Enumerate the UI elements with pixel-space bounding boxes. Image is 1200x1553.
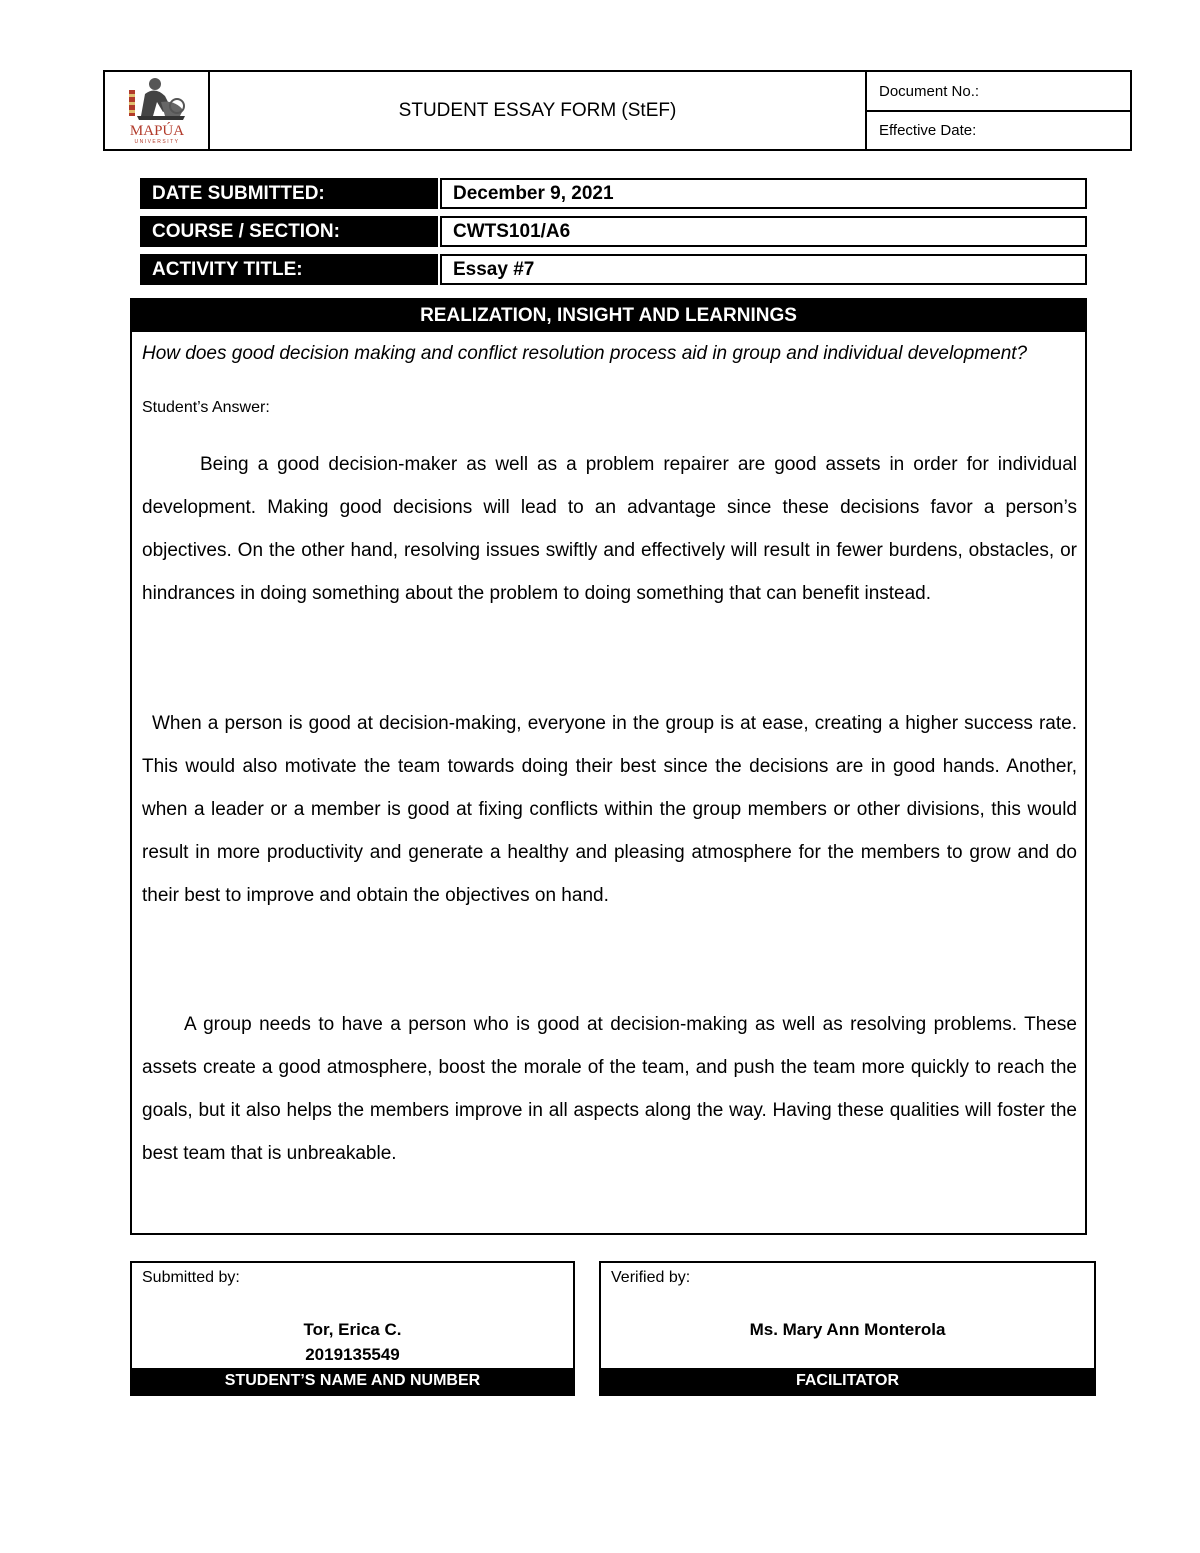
activity-title-label: ACTIVITY TITLE: (140, 254, 438, 285)
form-header (103, 70, 1132, 151)
answer-label: Student’s Answer: (142, 399, 270, 416)
student-number: 2019135549 (305, 1345, 400, 1364)
submitted-by-caption: Submitted by: (142, 1269, 240, 1286)
effective-date-label: Effective Date: (879, 122, 977, 139)
verified-by-box (599, 1261, 1096, 1396)
essay-question: How does good decision making and conflict resolution process aid in group and individual development? (142, 343, 1028, 364)
activity-title-value: Essay #7 (440, 254, 1087, 285)
logo-subtext: UNIVERSITY (134, 139, 180, 145)
essay-heading: REALIZATION, INSIGHT AND LEARNINGS (132, 300, 1085, 332)
form-title: STUDENT ESSAY FORM (StEF) (210, 72, 867, 149)
course-section-value: CWTS101/A6 (440, 216, 1087, 247)
essay-paragraph-3: A group needs to have a person who is good at decision-making as well as resolving problems. These assets create a good atmosphere, boost the morale of the team, and push the team more quickly to reach the goals, but it also helps the members improve in all aspects along the way. Having these qualities will foster the best team that is unbreakable. (142, 1014, 1077, 1164)
course-section-label: COURSE / SECTION: (140, 216, 438, 247)
logo-text: MAPÚA (129, 123, 185, 139)
mapua-university-logo (105, 72, 210, 149)
student-name: Tor, Erica C. (303, 1320, 402, 1339)
essay-section (130, 298, 1087, 1235)
document-no-label: Document No.: (867, 72, 1130, 112)
date-submitted-value: December 9, 2021 (440, 178, 1087, 209)
submitted-by-box (130, 1261, 575, 1396)
facilitator-name: Ms. Mary Ann Monterola (749, 1320, 946, 1339)
logo-cell (105, 72, 210, 149)
student-footer: STUDENT’S NAME AND NUMBER (132, 1368, 573, 1394)
verified-by-caption: Verified by: (611, 1269, 691, 1286)
essay-paragraph-1: Being a good decision-maker as well as a problem repairer are good assets in order for individual development. Making good decisions will lead to an advantage since these decisions favor a person’s objectives. On the other hand, resolving issues swiftly and effectively will result in fewer burdens, obstacles, or hindrances in doing something about the problem to doing something that can benefit instead. (142, 454, 1077, 604)
date-submitted-label: DATE SUBMITTED: (140, 178, 438, 209)
essay-paragraph-2: When a person is good at decision-making, everyone in the group is at ease, creating a higher success rate. This would also motivate the team towards doing their best since the decisions are in good hands. Another, when a leader or a member is good at fixing conflicts within the group members or other divisions, this would result in more productivity and generate a healthy and pleasing atmosphere for the members to grow and do their best to improve and obtain the objectives on hand. (142, 713, 1077, 906)
facilitator-footer: FACILITATOR (601, 1368, 1094, 1394)
